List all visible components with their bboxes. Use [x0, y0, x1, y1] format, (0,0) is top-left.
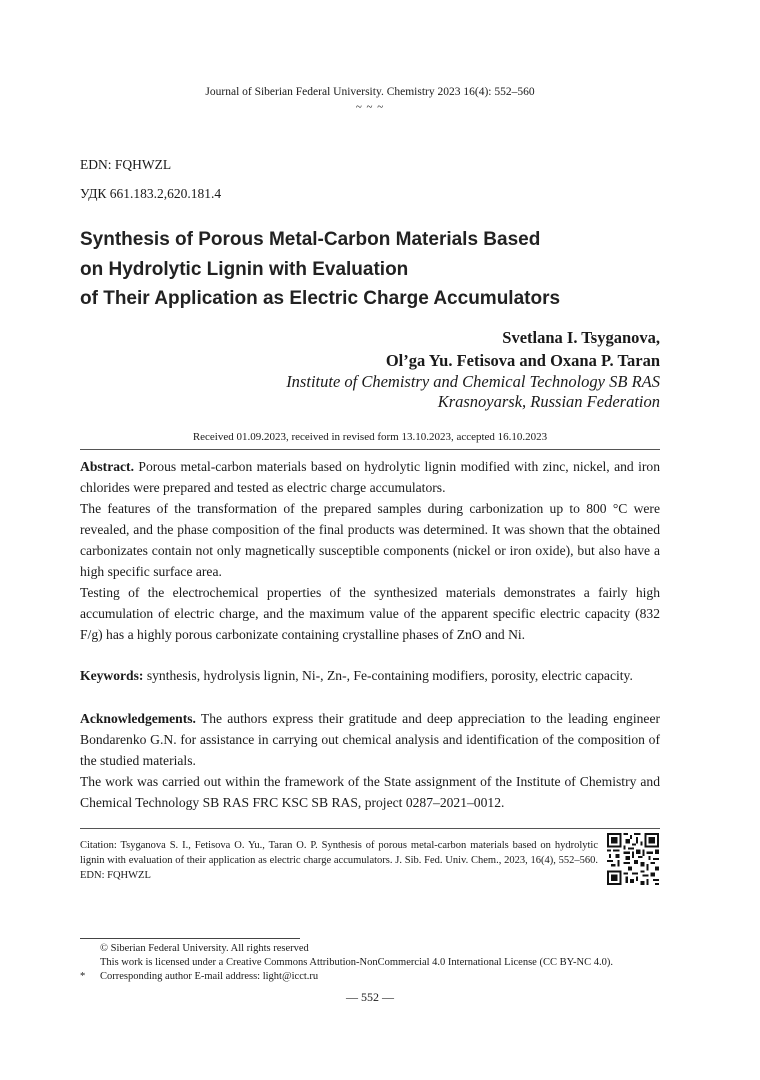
- title-line-2: on Hydrolytic Lignin with Evaluation: [80, 258, 409, 280]
- paper-title: [80, 225, 640, 314]
- license-note: This work is licensed under a Creative Commons Attribution-NonCommercial 4.0 International License (CC BY-NC 4.0).: [100, 957, 613, 968]
- abstract: [80, 456, 660, 645]
- affiliation-line-2: Krasnoyarsk, Russian Federation: [437, 392, 660, 411]
- footnote-divider: [80, 938, 300, 939]
- authors: [386, 326, 660, 372]
- citation: Citation: Tsyganova S. I., Fetisova O. Yu., Taran O. P. Synthesis of porous metal-carbon materials based on hydrolytic lignin with evaluation of their application as electric charge accumulators. J. Sib. Fed. Univ. Chem., 2023, 16(4), 552–560. EDN: FQHWZL: [80, 840, 598, 881]
- qr-code[interactable]: [607, 833, 659, 885]
- keywords-text: synthesis, hydrolysis lignin, Ni-, Zn-, Fe-containing modifiers, porosity, electric capacity.: [146, 668, 633, 683]
- journal-header: Journal of Siberian Federal University. Chemistry 2023 16(4): 552–560: [205, 86, 535, 98]
- ack-text-1: The authors express their gratitude and deep appreciation to the leading engineer Bondarenko G.N. for assistance in carrying out chemical analysis and identification of the composition of the studied materials.: [80, 711, 660, 768]
- authors-line-2: Ol’ga Yu. Fetisova and Oxana P. Taran: [385, 351, 660, 370]
- header-separator: ~ ~ ~: [355, 101, 385, 113]
- keywords-label: Keywords:: [80, 668, 144, 683]
- divider: [80, 828, 660, 829]
- udk-code: УДК 661.183.2,620.181.4: [80, 186, 222, 201]
- footnote-marker: *: [80, 971, 86, 982]
- page-number: — 552 —: [346, 990, 394, 1004]
- title-line-1: Synthesis of Porous Metal-Carbon Materials Based: [80, 229, 541, 250]
- corresponding-author-text: Corresponding author E-mail address: light@icct.ru: [100, 971, 319, 982]
- edn-code: EDN: FQHWZL: [80, 157, 172, 172]
- ack-label: Acknowledgements.: [80, 711, 196, 726]
- abstract-label: Abstract.: [80, 459, 134, 474]
- abstract-text-1: Porous metal-carbon materials based on hydrolytic lignin modified with zinc, nickel, and iron chlorides were prepared and tested as electric charge accumulators.: [80, 459, 661, 495]
- acknowledgements: [80, 708, 660, 813]
- affiliation-line-1: Institute of Chemistry and Chemical Technology SB RAS: [286, 372, 660, 391]
- divider: [80, 449, 660, 450]
- ack-paragraph-2: The work was carried out within the framework of the State assignment of the Institute of Chemistry and Chemical Technology SB RAS FRC KSC SB RAS, project 0287–2021–0012.: [80, 774, 660, 810]
- received-dates: Received 01.09.2023, received in revised form 13.10.2023, accepted 16.10.2023: [192, 431, 548, 443]
- corresponding-author-note: [80, 970, 318, 983]
- abstract-paragraph-3: Testing of the electrochemical properties of the synthesized materials demonstrates a fairly high accumulation of electric charge, and the maximum value of the apparent specific electric capacity (832 F/g) has a highly porous carbonizate containing crystalline phases of ZnO and Ni.: [80, 585, 660, 642]
- ack-paragraph-1: [80, 708, 660, 771]
- abstract-paragraph-1: [80, 456, 660, 498]
- affiliation: [286, 372, 660, 412]
- authors-line-1: Svetlana I. Tsyganova,: [502, 328, 660, 347]
- title-line-3: of Their Application as Electric Charge Accumulators: [80, 288, 561, 309]
- keywords: [80, 665, 660, 686]
- copyright-note: © Siberian Federal University. All rights reserved: [100, 943, 309, 954]
- abstract-paragraph-2: The features of the transformation of the prepared samples during carbonization up to 800 °C were revealed, and the phase composition of the final products was determined. It was shown that the obtained carbonizates contain not only magnetically susceptible components (nickel or iron oxide), but also have a high specific surface area.: [80, 501, 660, 579]
